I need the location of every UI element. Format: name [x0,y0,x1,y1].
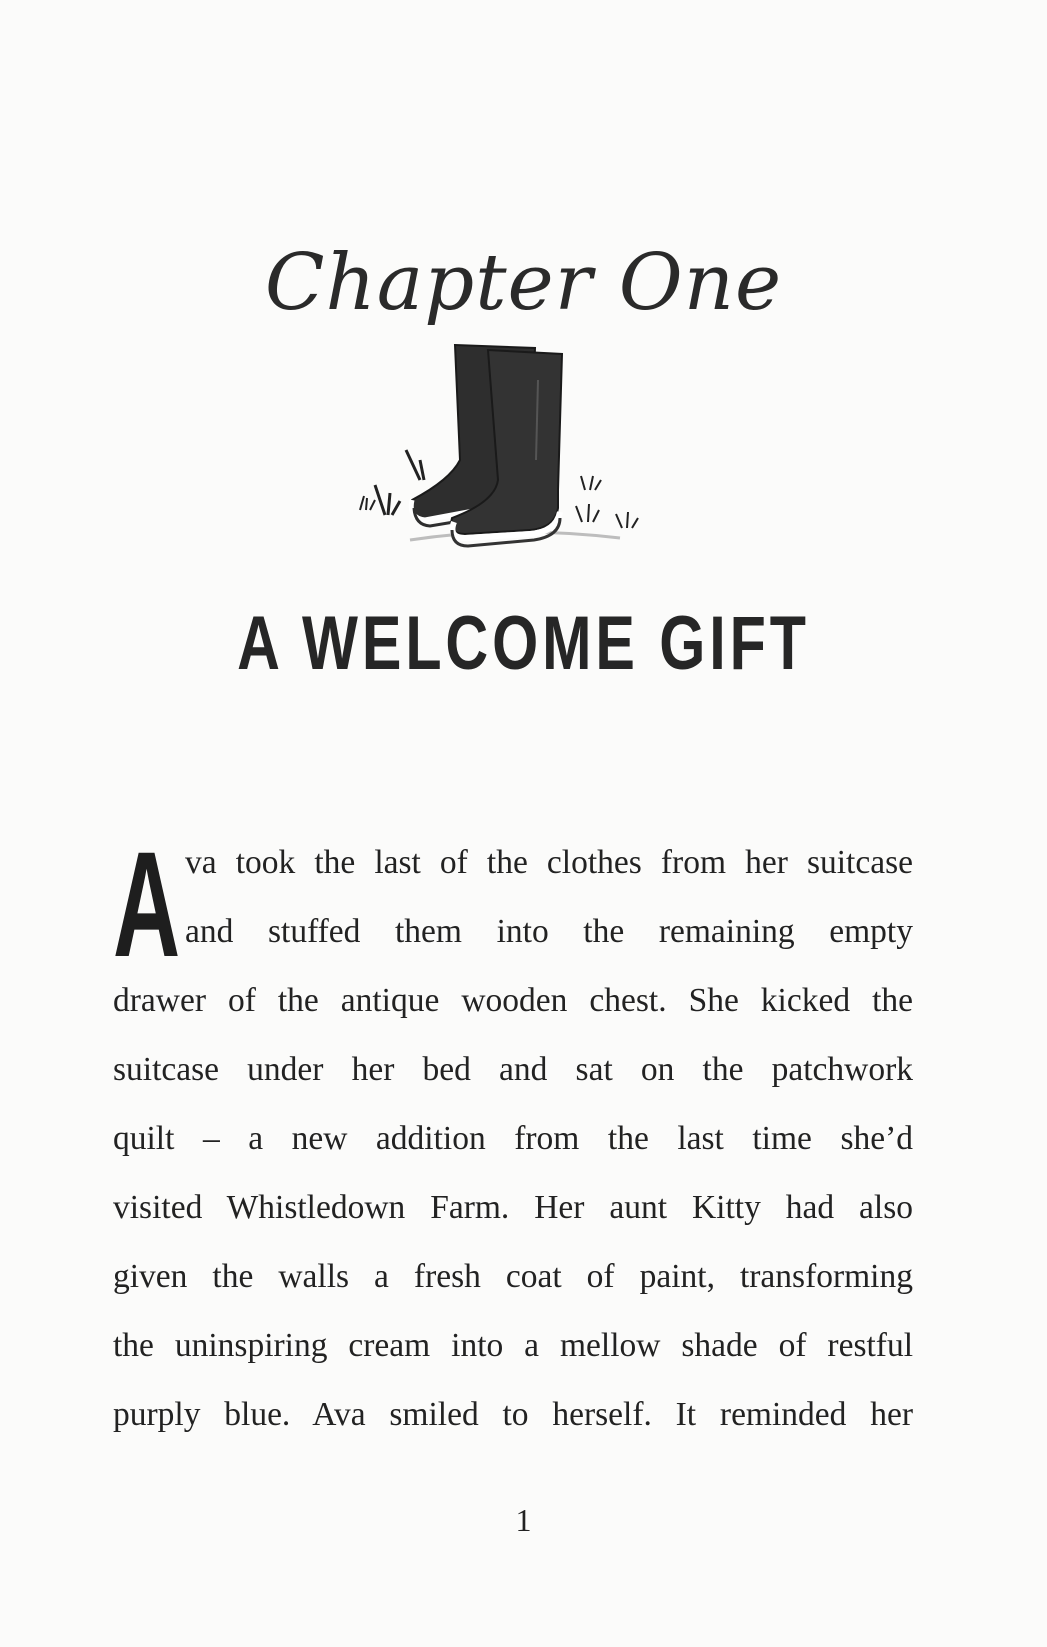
page-number: 1 [515,1502,532,1538]
body-line: quilt – a new addition from the last time she’d [113,1120,913,1157]
body-line: visited Whistledown Farm. Her aunt Kitty had also [113,1189,913,1226]
body-line: given the walls a fresh coat of paint, transforming [113,1258,913,1295]
wellington-boots-icon [330,340,700,570]
body-text [113,820,913,1449]
chapter-label: Chapter One [264,238,783,328]
body-line: the uninspiring cream into a mellow shade of restful [113,1327,913,1364]
body-line: purply blue. Ava smiled to herself. It reminded her [113,1396,913,1433]
body-line: va took the last of the clothes from her suitcase [185,844,913,881]
body-line: drawer of the antique wooden chest. She kicked the [113,982,913,1019]
body-line: suitcase under her bed and sat on the patchwork [113,1051,913,1088]
chapter-title: A WELCOME GIFT [237,601,810,686]
drop-cap: A [113,820,181,988]
body-line: and stuffed them into the remaining empty [185,913,913,950]
